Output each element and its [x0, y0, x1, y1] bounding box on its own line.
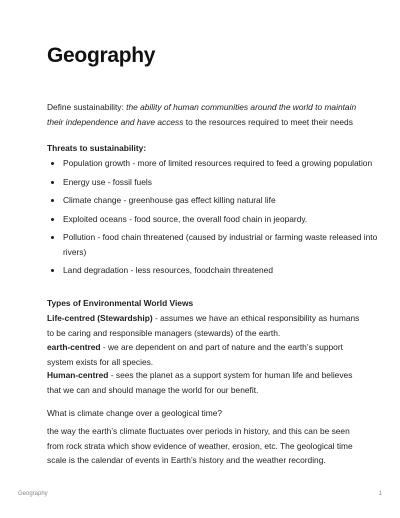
- world-view-human-centred: [47, 368, 365, 397]
- list-item: • Exploited oceans - food source, the overall food chain in jeopardy.: [63, 212, 381, 227]
- footer-title: Geography: [18, 491, 48, 497]
- world-view-life-centred: [47, 311, 365, 340]
- world-view-term: Life-centred (Stewardship): [47, 313, 153, 323]
- threats-list: [47, 156, 381, 282]
- list-item: • Energy use - fossil fuels: [63, 175, 381, 190]
- definition-paragraph: [47, 100, 365, 129]
- list-item: • Climate change - greenhouse gas effect killing natural life: [63, 193, 381, 208]
- world-view-term: earth-centred: [47, 342, 101, 352]
- world-view-text: - sees the planet as a support system for human life and believes that we can and should manage the world for our benefit.: [47, 370, 353, 395]
- definition-tail: to the resources required to meet their needs: [183, 116, 353, 127]
- list-item: • Pollution - food chain threatened (caused by industrial or farming waste released into rivers): [63, 230, 381, 259]
- threats-heading: Threats to sustainability:: [47, 143, 147, 153]
- list-item: • Land degradation - less resources, foodchain threatened: [63, 263, 381, 278]
- question-text: What is climate change over a geological time?: [47, 408, 223, 418]
- world-view-text: - we are dependent on and part of nature and the earth’s support system exists for all species.: [47, 342, 343, 367]
- page-title: Geography: [47, 44, 156, 67]
- page-number: 1: [378, 491, 382, 497]
- definition-lead: Define sustainability:: [47, 102, 127, 112]
- world-view-term: Human-centred: [47, 370, 109, 380]
- list-item: • Population growth - more of limited resources required to feed a growing population: [63, 156, 381, 171]
- answer-text: the way the earth’s climate fluctuates over periods in history, and this can be seen from rock strata which show evidence of weather, erosion, etc. The geological time scale is the calendar of events in Earth’s history and the weather recording.: [47, 426, 353, 465]
- definition-italic: the ability of human communities around the world to maintain their independence and have access: [47, 102, 357, 127]
- world-view-text: - assumes we have an ethical responsibility as humans to be caring and responsible managers (stewards) of the earth.: [47, 313, 360, 338]
- world-views-heading: Types of Environmental World Views: [47, 298, 194, 308]
- world-view-earth-centred: [47, 340, 365, 369]
